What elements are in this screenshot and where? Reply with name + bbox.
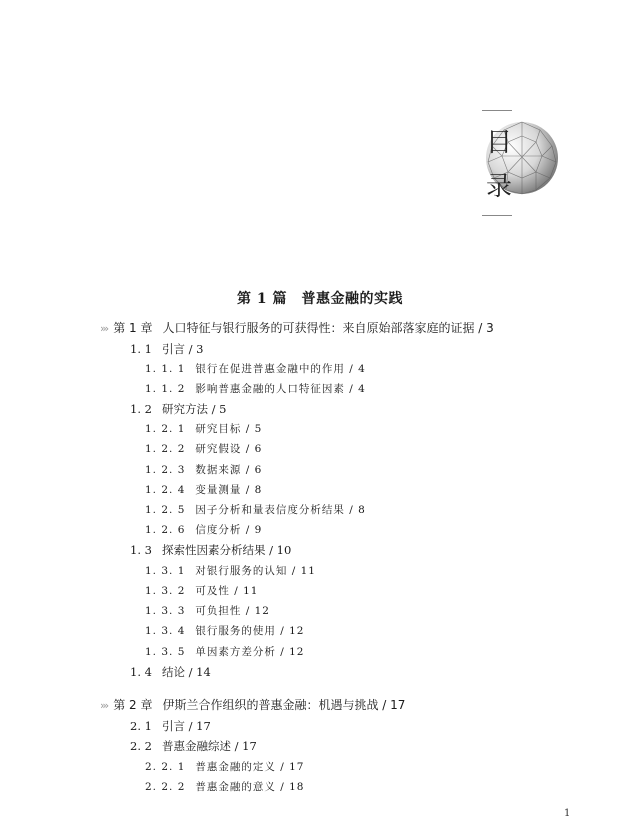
- toc-header: [478, 110, 558, 218]
- toc-entry-number: 1. 1. 1: [145, 363, 186, 375]
- toc-entry-title: 普惠金融综述 / 17: [161, 739, 257, 753]
- toc-entry-number: 1. 2: [130, 402, 152, 416]
- toc-entry-sub[interactable]: [145, 361, 366, 377]
- toc-entry-title: 伊斯兰合作组织的普惠金融：机遇与挑战 / 17: [162, 698, 406, 712]
- part-title: 第 1 篇 普惠金融的实践: [237, 291, 403, 307]
- toc-entry-section[interactable]: [130, 718, 211, 734]
- page-number: 1: [564, 808, 571, 819]
- toc-entry-sub[interactable]: [145, 779, 304, 795]
- toc-entry-number: 1. 2. 2: [145, 443, 186, 455]
- toc-entry-number: 2. 2. 1: [145, 761, 186, 773]
- toc-entry-sub[interactable]: [145, 482, 262, 498]
- toc-entry-title: 数据来源 / 6: [195, 464, 263, 476]
- toc-entry-sub[interactable]: [145, 583, 258, 599]
- toc-entry-number: 1. 2. 1: [145, 423, 186, 435]
- toc-entry-title: 可及性 / 11: [195, 585, 259, 597]
- toc-entry-title: 研究假设 / 6: [195, 443, 263, 455]
- toc-entry-chapter[interactable]: [100, 320, 494, 337]
- toc-entry-number: 1. 1. 2: [145, 383, 186, 395]
- toc-entry-title: 人口特征与银行服务的可获得性：来自原始部落家庭的证据 / 3: [162, 321, 494, 335]
- toc-entry-title: 可负担性 / 12: [195, 605, 270, 617]
- toc-entry-sub[interactable]: [145, 603, 270, 619]
- toc-entry-title: 研究目标 / 5: [195, 423, 263, 435]
- toc-entry-sub[interactable]: [145, 462, 262, 478]
- toc-entry-number: 1. 3: [130, 543, 152, 557]
- toc-entry-section[interactable]: [130, 738, 257, 754]
- toc-entry-title: 引言 / 3: [161, 342, 204, 356]
- toc-entry-title: 结论 / 14: [161, 665, 211, 679]
- toc-entry-title: 因子分析和量表信度分析结果 / 8: [195, 504, 366, 516]
- toc-entry-title: 普惠金融的定义 / 17: [195, 761, 305, 773]
- toc-entry-number: 2. 1: [130, 719, 152, 733]
- toc-entry-number: 第 1 章: [113, 321, 153, 335]
- toc-entry-title: 单因素方差分析 / 12: [195, 646, 305, 658]
- toc-entry-section[interactable]: [130, 664, 211, 680]
- toc-entry-number: 第 2 章: [113, 698, 153, 712]
- toc-entry-number: 1. 2. 4: [145, 484, 186, 496]
- toc-entry-title: 探索性因素分析结果 / 10: [161, 543, 292, 557]
- toc-entry-sub[interactable]: [145, 522, 262, 538]
- toc-entry-sub[interactable]: [145, 563, 316, 579]
- toc-entry-section[interactable]: [130, 542, 291, 558]
- header-rule-bottom: [482, 215, 512, 216]
- toc-entry-sub[interactable]: [145, 502, 366, 518]
- toc-entry-section[interactable]: [130, 401, 226, 417]
- toc-entry-sub[interactable]: [145, 441, 262, 457]
- toc-entry-number: 2. 2. 2: [145, 781, 186, 793]
- toc-entry-chapter[interactable]: [100, 697, 405, 714]
- toc-entry-section[interactable]: [130, 341, 203, 357]
- toc-entry-sub[interactable]: [145, 421, 262, 437]
- toc-entry-title: 变量测量 / 8: [195, 484, 263, 496]
- toc-entry-title: 银行在促进普惠金融中的作用 / 4: [195, 363, 366, 375]
- toc-entry-number: 1. 1: [130, 342, 152, 356]
- toc-entry-number: 2. 2: [130, 739, 152, 753]
- toc-title-char-2: 录: [486, 172, 513, 202]
- toc-entry-number: 1. 3. 3: [145, 605, 186, 617]
- chevron-right-icon: ›››: [100, 322, 108, 335]
- toc-entry-number: 1. 2. 5: [145, 504, 186, 516]
- toc-entry-title: 影响普惠金融的人口特征因素 / 4: [195, 383, 366, 395]
- toc-entry-title: 研究方法 / 5: [161, 402, 227, 416]
- toc-entry-number: 1. 2. 3: [145, 464, 186, 476]
- toc-entry-title: 银行服务的使用 / 12: [195, 625, 305, 637]
- toc-title-char-1: 目: [486, 128, 513, 158]
- toc-entry-number: 1. 4: [130, 665, 152, 679]
- toc-entry-sub[interactable]: [145, 623, 304, 639]
- toc-entry-sub[interactable]: [145, 759, 304, 775]
- toc-entry-title: 信度分析 / 9: [195, 524, 263, 536]
- toc-entry-title: 引言 / 17: [161, 719, 211, 733]
- toc-entry-number: 1. 2. 6: [145, 524, 186, 536]
- toc-entry-sub[interactable]: [145, 644, 304, 660]
- toc-entry-number: 1. 3. 2: [145, 585, 186, 597]
- toc-entry-number: 1. 3. 5: [145, 646, 186, 658]
- chevron-right-icon: ›››: [100, 699, 108, 712]
- toc-entry-sub[interactable]: [145, 381, 366, 397]
- toc-entry-title: 普惠金融的意义 / 18: [195, 781, 305, 793]
- toc-entry-number: 1. 3. 4: [145, 625, 186, 637]
- toc-entry-number: 1. 3. 1: [145, 565, 186, 577]
- toc-entry-title: 对银行服务的认知 / 11: [195, 565, 316, 577]
- header-rule-top: [482, 110, 512, 111]
